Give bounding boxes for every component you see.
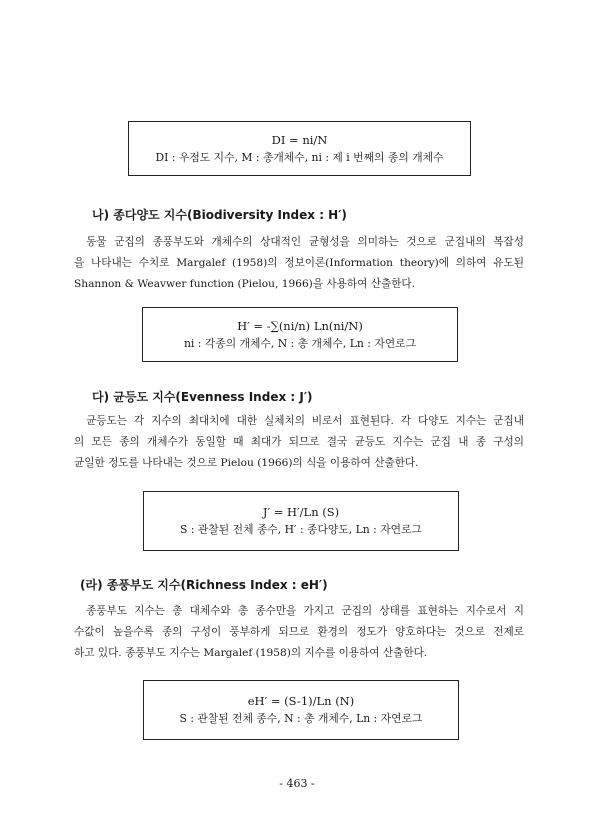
- richness-line-3: 하고 있다. 종풍부도 지수는 Margalef (1958)의 지수를 이용하여 산출한다.: [74, 647, 428, 659]
- evenness-formula: J′ = H′/Ln (S): [262, 505, 340, 519]
- evenness-paragraph: [74, 411, 524, 474]
- evenness-line-1: 균등도는 각 지수의 최대치에 대한 실체치의 비로서 표현된다. 각 다양도 지수는 군집내: [86, 415, 524, 427]
- richness-definition: S : 관찰된 전체 종수, N : 총 개체수, Ln : 자연로그: [179, 712, 423, 725]
- diversity-formula: H′ = -∑(ni/n) Ln(ni/N): [237, 319, 363, 333]
- diversity-definition: ni : 각종의 개체수, N : 총 개체수, Ln : 자연로그: [183, 337, 417, 350]
- evenness-definition: S : 관찰된 전체 종수, H′ : 종다양도, Ln : 자연로그: [180, 523, 422, 536]
- richness-formula: eH′ = (S-1)/Ln (N): [247, 694, 355, 708]
- diversity-line-2: 을 나타내는 수치로 Margalef (1958)의 정보이론(Information theory)에 의하여 유도된: [74, 257, 524, 269]
- dominance-definition: DI : 우점도 지수, M : 총개체수, ni : 제 i 번째의 종의 개체수: [155, 151, 444, 164]
- richness-heading: (라) 종풍부도 지수(Richness Index : eH′): [80, 578, 328, 592]
- diversity-paragraph: [74, 232, 524, 295]
- diversity-formula-box: [142, 307, 458, 362]
- diversity-heading: 나) 종다양도 지수(Biodiversity Index : H′): [92, 208, 347, 222]
- richness-line-2: 수값이 높을수록 종의 구성이 풍부하게 되므로 환경의 정도가 양호하다는 것으로 전제로: [74, 626, 524, 638]
- richness-paragraph: [74, 601, 524, 664]
- richness-formula-box: [143, 680, 459, 740]
- page-number: - 463 -: [279, 777, 315, 790]
- richness-line-1: 종풍부도 지수는 총 대체수와 총 종수만을 가지고 군집의 상태를 표현하는 지수로서 지: [86, 605, 524, 617]
- diversity-line-3: Shannon & Weavwer function (Pielou, 1966)을 사용하여 산출한다.: [74, 278, 416, 290]
- dominance-formula: DI = ni/N: [271, 133, 328, 147]
- dominance-formula-box: [128, 121, 471, 176]
- evenness-line-3: 균일한 정도를 나타내는 것으로 Pielou (1966)의 식을 이용하여 산출한다.: [74, 457, 419, 469]
- diversity-line-1: 동물 군집의 종풍부도와 개체수의 상대적인 균형성을 의미하는 것으로 군집내의 복잡성: [86, 236, 524, 248]
- evenness-line-2: 의 모든 종의 개체수가 동일할 때 최대가 되므로 결국 균등도 지수는 군집 내 종 구성의: [74, 436, 524, 448]
- evenness-formula-box: [143, 491, 459, 551]
- evenness-heading: 다) 균등도 지수(Evenness Index : J′): [92, 390, 313, 404]
